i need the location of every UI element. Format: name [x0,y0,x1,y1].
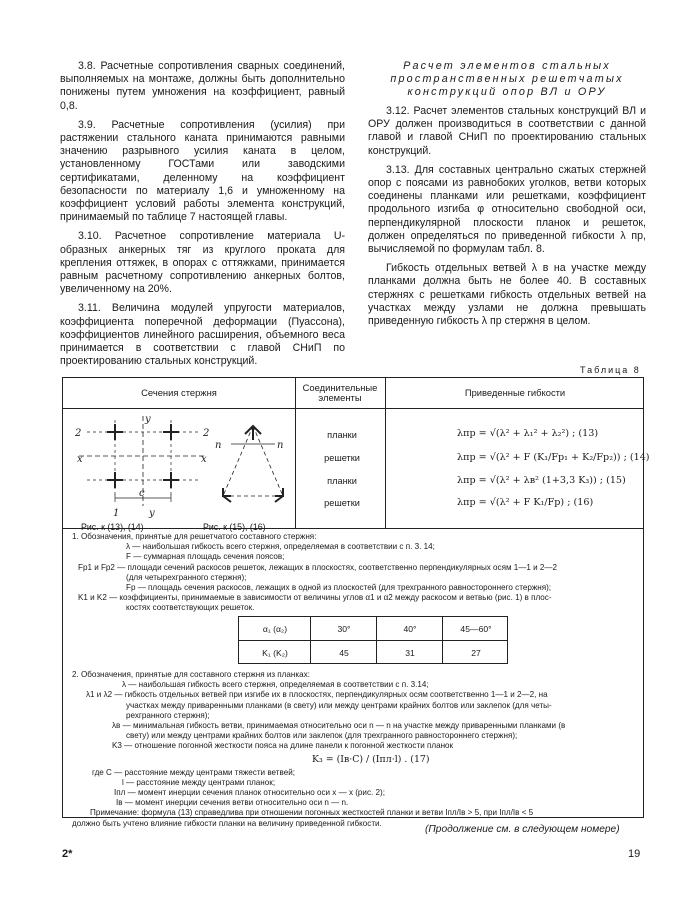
col-divider-1 [295,378,296,528]
note-line: λ — наибольшая гибкость всего стержня, определяемая в соответствии с п. 3. 14; [126,542,435,552]
note-line: 1. Обозначения, принятые для решетчатого составного стержня: [72,532,317,541]
paragraph-3-12: 3.12. Расчет элементов стальных конструкций ВЛ и ОРУ должен производиться в соответствии с данной главой и главой СНиП по проектированию стальных конструкций. [368,105,646,157]
cross-section-figure-four [73,412,213,520]
note-line: (для четырехгранного стержня); [126,572,247,582]
k-cell: α₁ (α₂) [262,624,288,634]
paragraph-3-10: 3.10. Расчетное сопротивление материала U-образных анкерных тяг из круглого проката для крепления оттяжек, в опорах с оттяжками, принимается равным расчетному сопротивлению анкерных болтов, увеличенному на 20%. [60,230,345,296]
note-line: l — расстояние между центрами планок; [122,777,276,787]
paragraph-3-9: 3.9. Расчетные сопротивления (усилия) при растяжении стального каната принимаются равными значению разрывного усилия каната в целом, установленному ГОСТами или заводскими сертификатами, деленному на коэффициент безопасности по материалу 1,6 и умноженному на коэффициент условий работы элемента конструкций, принимаемый по таблице 7 настоящей главы. [60,118,345,224]
k-cell: 27 [471,648,481,658]
note-line: K1 и K2 — коэффициенты, принимаемые в зависимости от величины углов α1 и α2 между раскосом и ветвью (рис. 1) в плос- [78,593,552,603]
figure-caption-15-16: Рис. к (15), (16) [203,522,266,532]
connection-planks-1: планки [327,430,357,440]
formula-17: K₃ = (Iв·C) / (Iпл·l) . (17) [312,753,430,765]
formula-13: λпр = √(λ² + λ₁² + λ₂²) ; (13) [457,428,599,439]
table-label: Таблица 8 [580,365,641,375]
col-divider-2 [385,378,386,528]
notes-lattice [72,532,638,614]
note-line: 2. Обозначения, принятые для составного стержня из планках: [72,670,310,679]
note-line: Iв — момент инерции сечения ветви относительно оси n — n. [116,798,349,808]
note-line: λ — наибольшая гибкость всего стержня, определяемая в соответствии с п. 3.14; [122,680,429,690]
note-remark: Примечание: формула (13) справедлива при отношении погонных жесткостей планки и ветви Iпл/Iв > 5, при Iпл/Iв < 5 [90,808,534,818]
continuation-note: (Продолжение см. в следующем номере) [425,824,620,835]
right-column [368,60,646,334]
k-cell: 45 [339,648,349,658]
paragraph-3-11: 3.11. Величина модулей упругости материалов, коэффициента поперечной деформации (Пуассона), коэффициентов линейного расширения, объемного веса принимается в соответствии с главой СНиП по проектированию стальных конструкций. [60,302,345,368]
row-divider [63,528,643,529]
note-line: свету) или между центрами крайних болтов или заклепок (для трехгранного равностороннего стержня); [126,731,518,741]
note-line: λв — минимальная гибкость ветви, принимаемая относительно оси n — n на участке между приваренными планками (в [112,721,566,731]
k-col-divider [442,617,443,663]
paragraph-branch-slenderness: Гибкость отдельных ветвей λ в на участке между планками должна быть не более 40. В составных стержнях с решетками гибкость отдельных ветвей на участках между узлами не должна превышать приведенную гибкость λ пр стержня в целом. [368,262,646,328]
axis-x-left: x [77,454,83,465]
signature-mark: 2* [62,848,73,860]
note-line: участках между приваренными планками (в свету) или между центрами крайних болтов или заклепок (для четы- [126,700,552,710]
axis-n-right: n [277,440,284,451]
header-section: Сечения стержня [141,387,217,398]
k-cell: 31 [405,648,415,658]
figure-caption-13-14: Рис. к (13), (14) [81,522,144,532]
axis-c: c [139,488,145,499]
page-number: 19 [628,848,641,860]
note-line: Fp1 и Fp2 — площади сечений раскосов решеток, лежащих в плоскостях, соответственно перпендикулярных осям 1—1 и 2—2 [78,562,558,572]
axis-2-right: 2 [203,428,210,439]
header-connection: Соединительные элементы [302,382,378,403]
axis-2-left: 2 [75,428,82,439]
paragraph-3-8: 3.8. Расчетные сопротивления сварных соединений, выполняемых на монтаже, должны быть дополнительно понижены путем умножения на коэффициент, равный 0,8. [60,60,345,112]
formula-14: λпр = √(λ² + F (K₁/Fp₁ + K₂/Fp₂)) ; (14) [457,452,650,463]
k-cell: 45—60° [460,624,492,634]
note-line: K3 — отношение погонной жесткости пояса на длине панели к погонной жесткости планок [112,741,454,751]
note-line: где C — расстояние между центрами тяжести ветвей; [92,767,295,777]
note-line: F — суммарная площадь сечения поясов; [126,552,285,562]
paragraph-3-13: 3.13. Для составных центрально сжатых стержней опор с поясами из равнобоких уголков, ветви которых соединены планками или решетками, коэффициент продольного изгиба φ относительно свободной оси, перпендикулярной плоскости планок и решеток, должен определяться по приведенной гибкости λ пр, вычисляемой по формулам табл. 8. [368,163,646,256]
formula-15: λпр = √(λ² + λв² (1+3,3 K₃)) ; (15) [457,475,626,486]
note-line: костях соответствующих решеток. [126,603,255,613]
connection-planks-2: планки [327,476,357,486]
header-slenderness: Приведенные гибкости [464,387,566,398]
k-row-divider [239,640,507,641]
notes-planks [72,670,638,829]
k-coefficient-table [238,616,508,664]
note-line: Fp — площадь сечения раскосов, лежащих в одной из плоскостей (для трехгранного равностороннего стержня); [126,583,552,593]
axis-y-top: y [145,414,151,425]
formula-16: λпр = √(λ² + F K₁/Fp) ; (16) [457,497,594,508]
table-header [63,378,643,409]
cross-section-figure-triangle [213,418,293,514]
section-title: Расчет элементов стальных пространственных решетчатых конструкций опор ВЛ и ОРУ [390,60,624,98]
k-col-divider [310,617,311,663]
k-cell: K₁ (K₂) [262,648,288,658]
connection-lattice-2: решетки [324,498,360,508]
note-remark: должно быть учтено влияние гибкости планки на величину приведенной гибкости. [72,818,382,828]
axis-x-right: x [201,454,207,465]
k-cell: 30° [337,624,351,634]
axis-1-bottom: 1 [113,508,120,519]
left-column [60,60,345,374]
note-line: рехгранного стержня); [126,710,210,720]
note-line: λ1 и λ2 — гибкость отдельных ветвей при изгибе их в плоскостях, перпендикулярных осям соответственно 1—1 и 2—2, на [86,690,548,700]
connection-lattice-1: решетки [324,453,360,463]
axis-y-bottom: y [149,508,155,519]
k-col-divider [376,617,377,663]
k-cell: 40° [403,624,417,634]
note-line: Iпл — момент инерции сечения планок относительно оси x — x (рис. 2); [114,788,385,798]
axis-n-left: n [215,440,222,451]
